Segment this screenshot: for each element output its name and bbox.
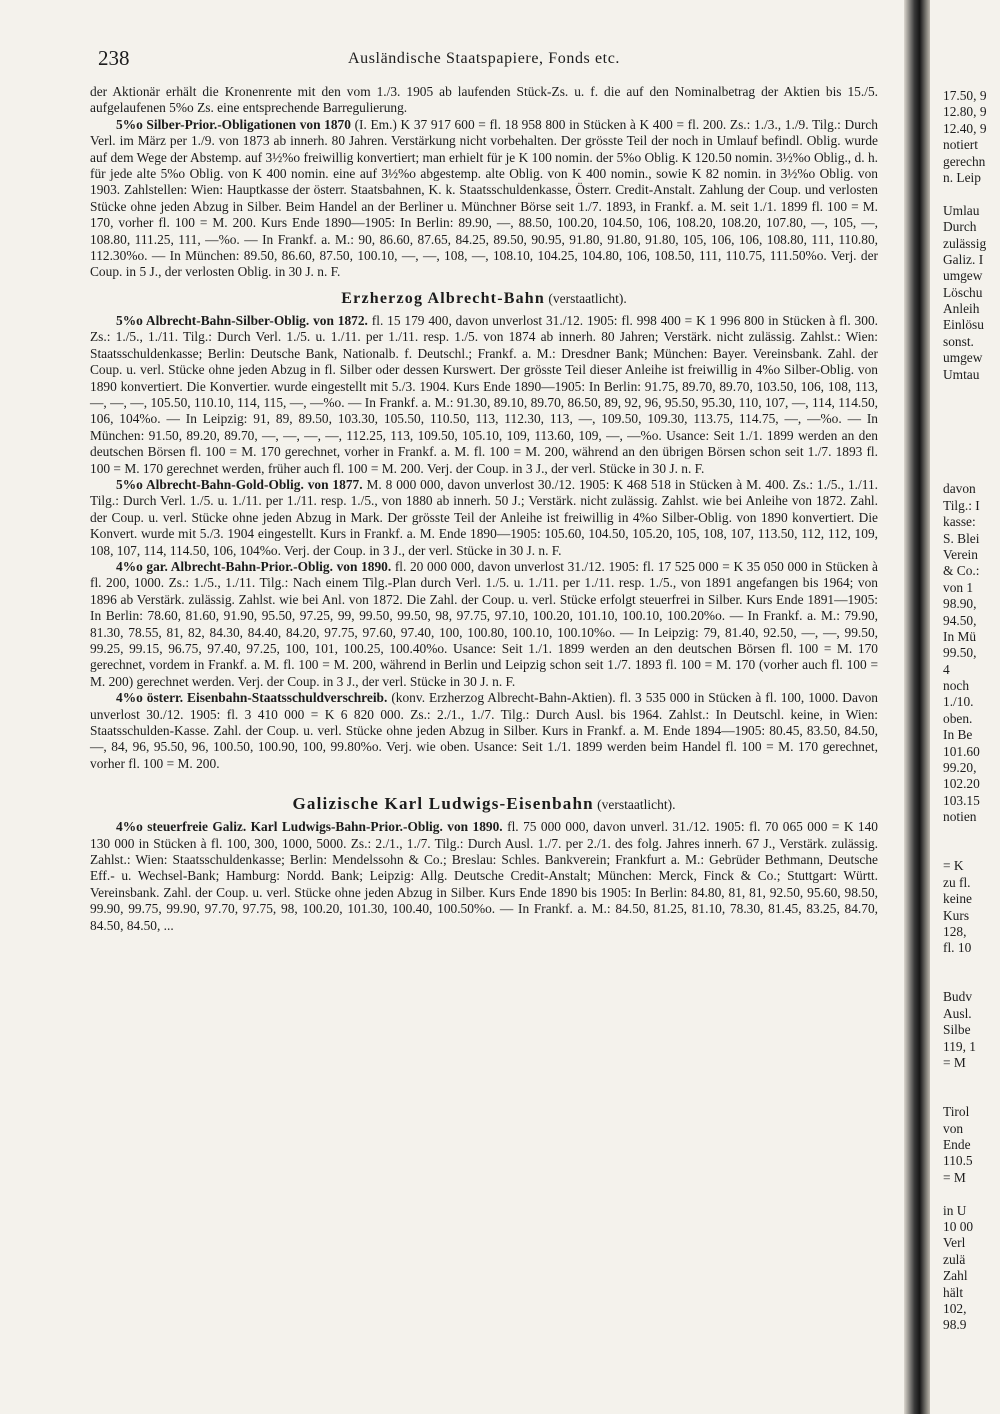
fragment-line: 101.60 [943,743,980,759]
fragment-line: sonst. [943,333,974,349]
fragment-gap [943,186,1000,202]
bond-title: 5%o Silber-Prior.-Obligationen von 1870 [116,116,351,132]
fragment-gap [943,416,1000,432]
section-heading [90,289,878,309]
bond-title: 4%o steuerfreie Galiz. Karl Ludwigs-Bahn-Prior.-Oblig. von 1890. [116,819,503,835]
fragment-line: 103.15 [943,792,980,808]
fragment-line: Tilg.: I [943,497,980,513]
fragment-line: In Mü [943,628,977,644]
fragment-line: keine [943,891,972,907]
fragment-line: in U [943,1202,967,1218]
fragment-line: In Be [943,727,973,743]
section-heading-note: (verstaatlicht). [545,290,627,306]
fragment-line: zu fl. [943,874,971,890]
fragment-line: Verl [943,1235,966,1251]
fragment-line: Durch [943,219,977,235]
fragment-line: Verein [943,546,978,562]
fragment-line: 102, [943,1300,967,1316]
fragment-line: 99.20, [943,760,977,776]
text-paragraph [90,117,878,281]
fragment-line: kasse: [943,514,976,530]
fragment-line: zulässig [943,235,987,251]
fragment-line: 4 [943,661,950,677]
fragment-line: Tirol [943,1104,970,1120]
fragment-line: = K [943,858,964,874]
fragment-gap [943,1088,1000,1104]
fragment-gap [943,1186,1000,1202]
fragment-line: Umtau [943,366,980,382]
fragment-gap [943,465,1000,481]
fragment-line: gerechn [943,153,986,169]
fragment-line: 10 00 [943,1218,974,1234]
fragment-line: Einlösu [943,317,984,333]
text-paragraph [90,559,878,690]
fragment-line: & Co.: [943,563,980,579]
fragment-line: = M [943,1055,966,1071]
bond-title: 5%o Albrecht-Bahn-Silber-Oblig. von 1872. [116,312,368,328]
fragment-line: Galiz. I [943,251,984,267]
fragment-line: umgew [943,350,983,366]
text-paragraph [90,477,878,559]
bond-title: 5%o Albrecht-Bahn-Gold-Oblig. von 1877. [116,476,363,492]
fragment-line: Silbe [943,1022,971,1038]
section-heading-note: (verstaatlicht). [593,797,676,813]
section-heading [90,794,878,815]
fragment-line: 17.50, 9 [943,88,987,103]
paragraph-text: fl. 20 000 000, davon unverlost 31./12. 1905: fl. 17 525 000 = K 35 050 000 in Stücken à fl. 200, 1000. Zs.: 1./5., 1./11. Tilg.: Nach einem Tilg.-Plan durch Verl. 1./5. u. 1./11. per 1./11. resp. 1./5., von 1891 angefangen bis 1964; von 1896 ab Verstärk. zulässig. Zahlst. wie bei Anl. von 1872. Die Zahl. der Coup. u. verl. Stücke erfolgt steuerfrei in Silber. Kurs Ende 1891—1905: In Berlin: 78.60, 81.60, 91.90, 95.50, 97.25, 99, 99.50, 99.50, 98, 97.75, 97.10, 100.20, 101.10, 100.10, 100.20%o. — In Frankf. a. M.: 79.90, 81.30, 78.55, 81, 82, 84.30, 84.40, 84.20, 97.75, 97.60, 97.40, 100, 100.80, 100.10, 100.10%o. — In Leipzig: 79, 81.40, 92.50, —, —, 99.50, 99.25, 99.15, 96.75, 97.40, 97.25, 100, 101, 100.25, 100.40%o. Usance: Seit 1./1. 1899 werden an den deutschen Börsen fl. 100 = M. 170 gerechnet, vordem in Frankf. a. M. fl. 100 = M. 200, während in Berlin und Leipzig schon seit 1./7. 1893 fl. 100 = M. 170 (vorher auch fl. 100 = M. 200) gerechnet werden. Verj. der Coup. in 3 J., der verl. Stücke in 30 J. n. F. [90,558,878,689]
fragment-line: 110.5 [943,1153,973,1169]
fragment-line: noch [943,678,970,694]
fragment-gap [943,826,1000,842]
bond-title: 4%o gar. Albrecht-Bahn-Prior.-Oblig. von 1890. [116,558,392,574]
fragment-line: 12.40, 9 [943,120,987,136]
fragment-line: Ende [943,1137,971,1152]
section-heading-name: Galizische Karl Ludwigs-Eisenbahn [292,794,594,814]
fragment-line: Kurs [943,907,970,923]
fragment-line: umgew [943,268,983,284]
fragment-line: davon [943,481,976,497]
fragment-line: 128, [943,923,967,939]
fragment-gap [943,973,1000,989]
fragment-gap [943,399,1000,415]
fragment-line: notien [943,809,977,825]
fragment-line: von [943,1120,964,1136]
paragraph-text: der Aktionär erhält die Kronenrente mit den vom 1./3. 1905 ab laufenden Stück-Zs. u. f. die auf den Nominalbetrag der Aktien bis 15./5. aufgelaufenen 5%o Zs. eine entsprechende Barregulierung. [90,84,878,116]
fragment-line: n. Leip [943,169,981,185]
fragment-line: 102.20 [943,776,980,792]
fragment-line: 119, 1 [943,1038,976,1054]
fragment-line: Anleih [943,301,980,317]
fragment-gap [943,383,1000,399]
fragment-gap [943,1071,1000,1087]
paragraph-text: M. 8 000 000, davon unverlost 30./12. 1905: K 468 518 in Stücken à M. 400. Zs.: 1./5., 1./11. Tilg.: Durch Verl. 1./5. u. 1./11. per 1./11. resp. 1./5., von 1880 ab innerh. 50 J.; Verstärk. nicht zulässig. Zahlst. wie bei Anleihe von 1872. Zahl. der Coup. u. verl. Stücke ohne jeden Abzug in Mark. Der grösste Teil der Anleihe ist freiwillig in 4%o Silber-Oblig. von 1890 konvertiert. Die Konvert. wurde mit 5./3. 1904 eingestellt. Kurs in Frankf. a. M. Ende 1890—1905: 105.60, 104.50, 105.20, 105, 108, 107, 113.50, 112, 112, 109, 108, 107, 114, 114.50, 106, 104%o. Verj. der Coup. in 3 J., der verl. Stücke in 30 J. n. F. [90,476,878,558]
fragment-gap [943,432,1000,448]
fragment-line: fl. 10 [943,940,972,956]
running-title: Ausländische Staatspapiere, Fonds etc. [347,50,621,67]
fragment-line: hält [943,1284,964,1300]
main-column [90,44,878,934]
fragment-line: Ausl. [943,1005,972,1021]
fragment-line: zulä [943,1251,966,1267]
fragment-line: Löschu [943,284,983,300]
adjacent-page-fragment [943,88,1000,1334]
bond-title: 4%o österr. Eisenbahn-Staatsschuldverschreib. [116,690,388,706]
fragment-line: = M [943,1169,966,1185]
text-body [90,84,878,934]
text-paragraph [90,819,878,934]
fragment-gap [943,449,1000,465]
fragment-line: S. Blei [943,530,980,546]
fragment-line: Zahl [943,1268,968,1284]
fragment-line: 98.9 [943,1317,967,1333]
text-paragraph [90,313,878,477]
fragment-line: 99.50, [943,645,977,661]
paragraph-text: (konv. Erzherzog Albrecht-Bahn-Aktien). fl. 3 535 000 in Stücken à fl. 100, 1000. Davon unverlost 30./12. 1905: fl. 3 410 000 = K 6 820 000. Zs.: 2./1., 1./7. Tilg.: Durch Ausl. bis 1964. Zahlst.: In Deutschl. keine, in Wien: Staatsschulden-Kasse. Zahl. der Coup. u. verl. Stücke ohne jeden Abzug in Silber. Kurs in Frankf. a. M. Ende 1894—1905: 80.45, 83.50, 84.50, —, 84, 96, 95.50, 96, 100.50, 100.90, 100, 99.80%o. Verj. wie oben. Usance: Seit 1./1. 1899 werden beim Handel fl. 100 = M. 170 gerechnet, vorher fl. 100 = M. 200. [90,690,879,771]
page-number: 238 [98,46,130,70]
fragment-gap [943,842,1000,858]
fragment-line: von 1 [943,579,974,595]
fragment-line: oben. [943,710,973,726]
text-paragraph [90,84,878,117]
text-paragraph [90,690,878,772]
fragment-line: 1./10. [943,694,974,710]
paragraph-text: (I. Em.) K 37 917 600 = fl. 18 958 800 in Stücken à K 400 = fl. 200. Zs.: 1./3., 1./9. Tilg.: Durch Verl. im März per 1./9. von 1873 ab innerh. 80 Jahren. Verstärkung nicht vorbehalten. Der grösste Teil der noch in Umlauf befindl. Oblig. wurde auf dem Wege der Abstemp. auf 3½%o freiwillig konvertiert; man erhielt für je K 100 nomin. der 5%o Oblig. K 120.50 nomin. 3½%o Oblig., d. h. für jede alte 5%o Oblig. von K 400 nomin. eine auf 3½%o abgestemp. alte Oblig. von K 400 nomin., sowie K 82 nomin. in 3½%o Oblig. von 1903. Zahlstellen: Wien: Hauptkasse der österr. Staatsbahnen, K. k. Staatsschuldenkasse, Österr. Credit-Anstalt. Zahlung der Coup. und verlosten Stücke ohne jeden Abzug in Silber. Beim Handel an der Berliner u. Münchner Börse seit 1./7. 1893, in Frankf. a. M. seit 1./1. 1899 fl. 100 = M. 170, vorher fl. 100 = M. 200. Kurs Ende 1890—1905: In Berlin: 89.90, —, 88.50, 100.20, 104.50, 106, 108.20, 108.20, 107.80, —, 105, —, 108.80, 111.25, 111, —%o. — In Frankf. a. M.: 90, 86.60, 87.65, 84.25, 89.50, 90.95, 91.80, 91.80, 91.80, 105, 106, 106, 108.80, 111, 110.80, 112.30%o. — In München: 89.50, 86.60, 87.50, 100.10, —, —, 108, —, 108.10, 104.25, 104.80, 106, 108.50, 111, 110.75, 111.50%o. Verj. der Coup. in 5 J., der verlosten Oblig. in 30 J. n. F. [90,116,878,280]
book-gutter-shadow [904,0,930,1414]
fragment-line: 12.80, 9 [943,104,987,120]
fragment-line: 98.90, [943,596,977,612]
page-header [90,44,878,84]
fragment-line: Budv [943,989,973,1005]
paragraph-text: fl. 15 179 400, davon unverlost 31./12. 1905: fl. 998 400 = K 1 996 800 in Stücken à fl. 300. Zs.: 1./5., 1./11. Tilg.: Durch Verl. 1./5. u. 1./11. per 1./11. resp. 1./5. von 1874 ab innerh. 80 Jahren; Verstärk. nicht zulässig. Zahlst.: Wien: Staatsschuldenkasse; Berlin: Deutsche Bank, Nationalb. f. Deutschl.; Frankf. a. M.: Dresdner Bank; München: Bayer. Vereinsbank. Zahl. der Coup. u. verl. Stücke ohne jeden Abzug in fl. Silber oder dessen Kurswert. Der grösste Teil dieser Anleihe ist freiwillig in 4%o Silber-Oblig. von 1890 konvertiert. Die Konvertier. wurde eingestellt mit 5./3. 1904. Kurs Ende 1890—1905: In Berlin: 91.75, 89.70, 89.70, 103.50, 106, 108, 113, —, —, —, 105.50, 110.10, 114, 115, —, —%o. — In Frankf. a. M.: 91.30, 89.10, 89.70, 86.50, 89, 92, 96, 95.50, 95.30, 110, 107, —, 114, 114.50, 106, 104%o. — In Leipzig: 91, 89, 89.50, 103.30, 105.50, 110.50, 113, 112.30, 113, —, 109.50, 109.30, 113.75, 114.75, —, —%o. — In München: 91.50, 89.20, 89.70, —, —, —, —, 112.25, 113, 109.50, 105.10, 109, 113.60, 109, —, —%o. Usance: Seit 1./1. 1899 werden an den deutschen Börsen fl. 100 = M. 170 gerechnet, vorher in Frankf. a. M. fl. 100 = M. 200, während an den übrigen Börsen schon seit 1./7. 1893 fl. 100 = M. 170 gerechnet werden, früher auch fl. 100 = M. 200. Verj. der Coup. in 3 J., der verl. Stücke in 30 J. n. F. [90,312,878,476]
section-heading-name: Erzherzog Albrecht-Bahn [341,289,545,307]
paragraph-text: fl. 75 000 000, davon unverl. 31./12. 1905: fl. 70 065 000 = K 140 130 000 in Stücken à fl. 100, 300, 1000, 5000. Zs.: 2./1., 1./7. Tilg.: Durch Ausl. 1./7. per 2./1. des folg. Jahres innerh. 67 J., Verstärk. zulässig. Zahlst.: Wien: Staatsschuldenkasse; Berlin: Mendelssohn & Co.; Breslau: Schles. Bankverein; Frankfurt a. M.: Gebrüder Bethmann, Deutsche Eff.- u. Wechsel-Bank; Hamburg: Nordd. Bank; Leipzig: Allg. Deutsche Credit-Anstalt; München: Merck, Finck & Co.; Stuttgart: Württ. Vereinsbank. Zahl. der Coup. u. verl. Stücke ohne jeden Abzug in Silber. Kurs Ende 1890 bis 1905: In Berlin: 84.80, 81, 81, 92.50, 95.60, 98.50, 99.90, 99.75, 99.90, 97.70, 97.75, 98, 100.20, 101.30, 100.40, 100.50%o. — In Frankf. a. M.: 84.50, 81.25, 81.10, 78.30, 81.45, 83.25, 84.70, 84.50, 84.50, ... [90,819,879,933]
fragment-line: Umlau [943,202,980,218]
fragment-gap [943,957,1000,973]
fragment-line: notiert [943,137,978,153]
fragment-line: 94.50, [943,612,977,628]
